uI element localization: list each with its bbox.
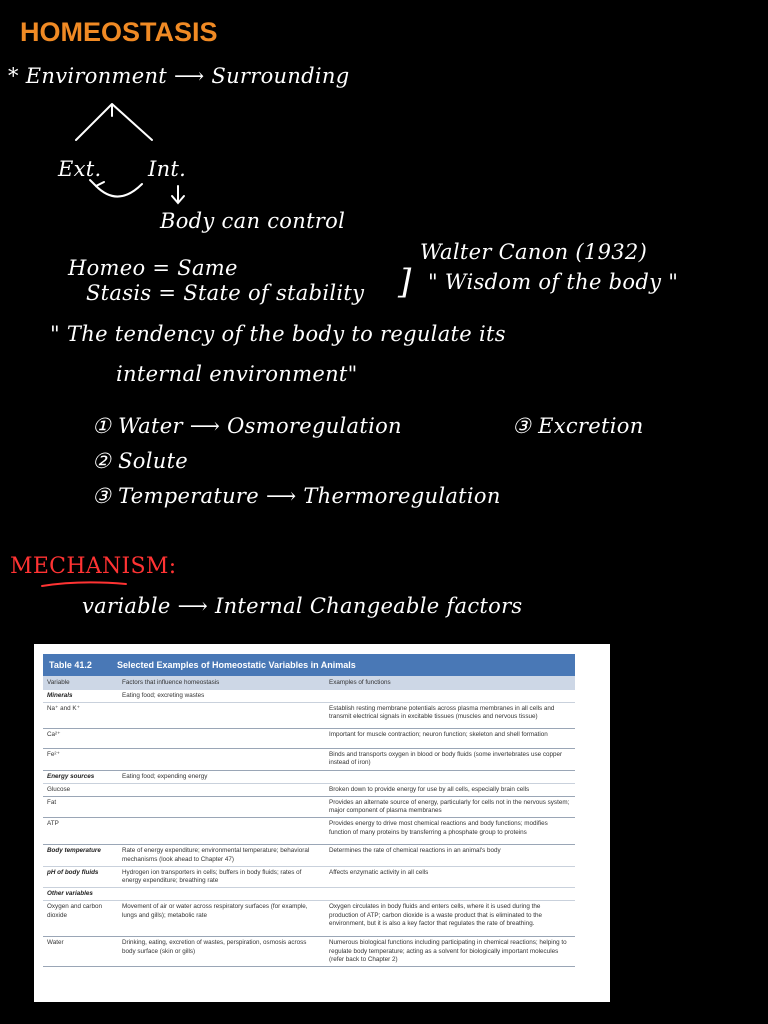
table-cell-factors: Eating food; expending energy: [118, 770, 325, 783]
table-cell-factors: [118, 797, 325, 818]
table-cell-factors: [118, 888, 325, 901]
header-variable: Variable: [43, 676, 118, 690]
homeostasis-table: [34, 644, 610, 1002]
mechanism-underline: [40, 578, 130, 590]
table-cell-functions: Establish resting membrane potentials across plasma membranes in all cells and transmit electrical signals in excitable tissues (muscles and nervous tissue): [325, 703, 575, 729]
table-cell-functions: Provides an alternate source of energy, particularly for cells not in the nervous system; major component of plasma membranes: [325, 797, 575, 818]
table-title-bar: [43, 654, 575, 676]
table-cell-factors: [118, 703, 325, 729]
table-row: [43, 690, 575, 703]
exchange-arrow: [96, 184, 142, 197]
table-cell-variable: Glucose: [43, 783, 118, 796]
homeo-definition: Homeo = Same: [68, 256, 238, 280]
table-cell-factors: Drinking, eating, excretion of wastes, perspiration, osmosis across body surface (skin or gills): [118, 937, 325, 967]
table-cell-factors: [118, 783, 325, 796]
branch-diagram: [0, 0, 768, 220]
table-cell-factors: [118, 729, 325, 749]
environment-line: * Environment ⟶ Surrounding: [8, 64, 350, 88]
table-caption: Selected Examples of Homeostatic Variables in Animals: [117, 660, 356, 670]
table-cell-variable: Na⁺ and K⁺: [43, 703, 118, 729]
table-cell-variable: Other variables: [43, 888, 118, 901]
table-header-row: [43, 676, 575, 690]
tendency-line-1: " The tendency of the body to regulate its: [50, 322, 506, 346]
walter-canon: Walter Canon (1932): [420, 240, 648, 264]
variable-line: variable ⟶ Internal Changeable factors: [82, 594, 523, 618]
item-water: ① Water ⟶ Osmoregulation: [92, 414, 402, 438]
table-cell-factors: [118, 818, 325, 845]
table-row: [43, 749, 575, 770]
tendency-line-2: internal environment": [116, 362, 358, 386]
body-control-text: Body can control: [160, 209, 346, 233]
table-cell-variable: pH of body fluids: [43, 866, 118, 887]
table-cell-functions: Oxygen circulates in body fluids and enters cells, where it is used during the production of ATP; carbon dioxide is a waste product that is eliminated to the environment, but it is also a key factor that regulates the rate of breathing.: [325, 901, 575, 937]
table-cell-variable: Minerals: [43, 690, 118, 703]
table-cell-factors: Eating food; excreting wastes: [118, 690, 325, 703]
table-cell-variable: Oxygen and carbon dioxide: [43, 901, 118, 937]
table-row: [43, 818, 575, 845]
table-cell-functions: Broken down to provide energy for use by all cells, especially brain cells: [325, 783, 575, 796]
item-excretion: ③ Excretion: [512, 414, 644, 438]
mechanism-heading: MECHANISM:: [10, 554, 177, 579]
table-cell-variable: Ca²⁺: [43, 729, 118, 749]
table-cell-functions: Numerous biological functions including participating in chemical reactions; helping to regulate body temperature; acting as a solvent for biologically important molecules (refer back to Chapter 2): [325, 937, 575, 967]
table-number: Table 41.2: [49, 660, 92, 670]
table-cell-factors: Movement of air or water across respiratory surfaces (for example, lungs and gills); metabolic rate: [118, 901, 325, 937]
table-cell-variable: Body temperature: [43, 845, 118, 866]
table-cell-factors: Rate of energy expenditure; environmental temperature; behavioral mechanisms (look ahead to Chapter 47): [118, 845, 325, 866]
variables-table: [43, 676, 575, 967]
item-solute: ② Solute: [92, 449, 189, 473]
table-cell-functions: Important for muscle contraction; neuron function; skeleton and shell formation: [325, 729, 575, 749]
table-cell-variable: ATP: [43, 818, 118, 845]
table-cell-variable: Fe²⁺: [43, 749, 118, 770]
bracket: ]: [398, 262, 412, 302]
table-cell-variable: Fat: [43, 797, 118, 818]
down-arrow: [172, 186, 184, 203]
table-cell-functions: Affects enzymatic activity in all cells: [325, 866, 575, 887]
wisdom-quote: " Wisdom of the body ": [428, 270, 679, 294]
table-row: [43, 770, 575, 783]
table-row: [43, 866, 575, 887]
header-factors: Factors that influence homeostasis: [118, 676, 325, 690]
table-row: [43, 901, 575, 937]
page-title: HOMEOSTASIS: [20, 17, 218, 47]
table-row: [43, 937, 575, 967]
ext-label: Ext.: [58, 157, 102, 181]
table-cell-functions: [325, 690, 575, 703]
table-cell-variable: Water: [43, 937, 118, 967]
header-functions: Examples of functions: [325, 676, 575, 690]
int-label: Int.: [148, 157, 187, 181]
table-row: [43, 729, 575, 749]
table-cell-functions: Determines the rate of chemical reactions in an animal's body: [325, 845, 575, 866]
stasis-definition: Stasis = State of stability: [86, 281, 365, 305]
table-cell-functions: Provides energy to drive most chemical reactions and body functions; modifies function of many proteins by transferring a phosphate group to proteins: [325, 818, 575, 845]
table-cell-variable: Energy sources: [43, 770, 118, 783]
table-cell-factors: Hydrogen ion transporters in cells; buffers in body fluids; rates of energy expenditure; breathing rate: [118, 866, 325, 887]
table-row: [43, 783, 575, 796]
item-temperature: ③ Temperature ⟶ Thermoregulation: [92, 484, 501, 508]
table-row: [43, 703, 575, 729]
table-cell-functions: [325, 888, 575, 901]
table-row: [43, 797, 575, 818]
table-cell-functions: [325, 770, 575, 783]
table-cell-functions: Binds and transports oxygen in blood or body fluids (some invertebrates use copper instead of iron): [325, 749, 575, 770]
table-row: [43, 888, 575, 901]
table-cell-factors: [118, 749, 325, 770]
table-row: [43, 845, 575, 866]
